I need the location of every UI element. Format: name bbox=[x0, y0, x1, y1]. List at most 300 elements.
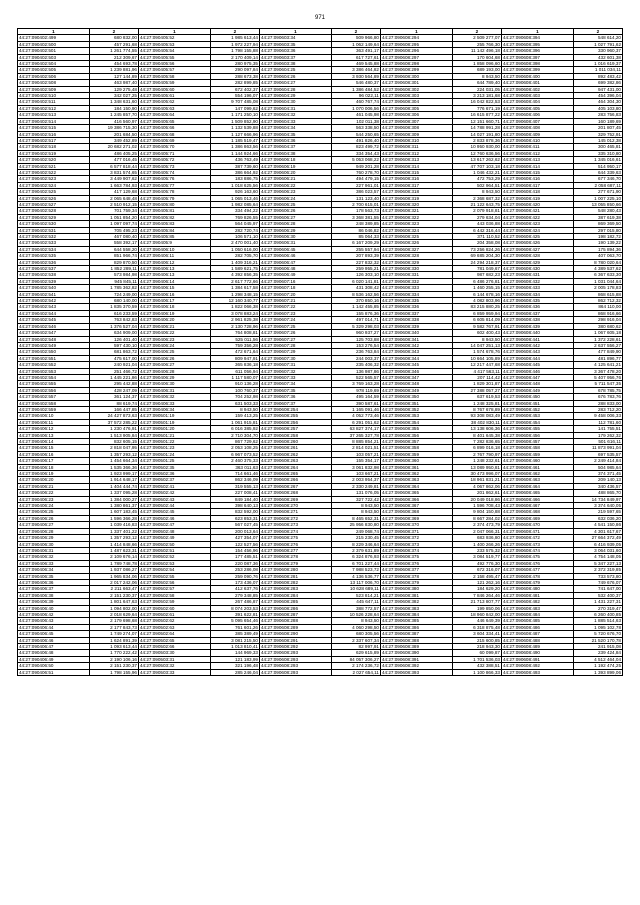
cadastral-value-cell: 678 785,75 bbox=[573, 387, 622, 393]
cadastral-value-cell: 330 960,37 bbox=[573, 48, 622, 54]
cadastral-number-cell: 44:27:090406:19 bbox=[138, 310, 210, 316]
cadastral-value-cell: 868 615,88 bbox=[573, 291, 622, 297]
cadastral-number-cell: 44:27:090608:450 bbox=[501, 394, 573, 400]
cadastral-number-cell: 44:27:090608:459 bbox=[501, 451, 573, 457]
cadastral-number-cell: 44:27:090402:524 bbox=[18, 182, 90, 188]
cadastral-value-cell: 103 057,21 bbox=[331, 451, 380, 457]
cadastral-number-cell: 44:27:090503:30 bbox=[138, 650, 210, 656]
cadastral-number-cell: 44:27:090608:456 bbox=[501, 432, 573, 438]
cadastral-number-cell: 44:27:090606:31 bbox=[259, 240, 331, 246]
cadastral-value-cell: 240 921,04 bbox=[89, 362, 138, 368]
cadastral-number-cell: 44:27:090608:478 bbox=[501, 573, 573, 579]
cadastral-value-cell: 8 943,50 bbox=[331, 509, 380, 515]
cadastral-value-cell: 926 163,60 bbox=[210, 189, 259, 195]
cadastral-value-cell: 253 286,08 bbox=[210, 567, 259, 573]
cadastral-number-cell: 44:27:090608:277 bbox=[259, 547, 331, 553]
cadastral-number-cell: 44:27:090608:474 bbox=[501, 547, 573, 553]
cadastral-number-cell: 44:27:090405:58 bbox=[138, 73, 210, 79]
cadastral-number-cell: 44:27:090608:464 bbox=[501, 483, 573, 489]
cadastral-number-cell: 44:27:090405:83 bbox=[138, 221, 210, 227]
cadastral-value-cell: 6 016 385,92 bbox=[210, 426, 259, 432]
cadastral-value-cell: 6 367 633,30 bbox=[573, 272, 622, 278]
cadastral-value-cell: 495 164,59 bbox=[331, 394, 380, 400]
cadastral-number-cell: 44:27:090608:451 bbox=[501, 400, 573, 406]
cadastral-number-cell: 44:27:090608:417 bbox=[501, 182, 573, 188]
cadastral-value-cell: 1 011 034,11 bbox=[573, 67, 622, 73]
cadastral-value-cell: 3 386 464,82 bbox=[331, 67, 380, 73]
cadastral-value-cell: 215 600,85 bbox=[452, 637, 501, 643]
cadastral-number-cell: 44:27:090402:556 bbox=[18, 387, 90, 393]
cadastral-value-cell: 8 885 854,21 bbox=[331, 439, 380, 445]
cadastral-number-cell: 44:27:090608:333 bbox=[380, 285, 452, 291]
cadastral-value-cell: 602 400,43 bbox=[452, 330, 501, 336]
cadastral-number-cell: 44:27:090608:419 bbox=[501, 195, 573, 201]
cadastral-number-cell: 44:27:090608:423 bbox=[501, 221, 573, 227]
cadastral-number-cell: 44:27:090606:45 bbox=[259, 246, 331, 252]
cadastral-value-cell: 6 899 016,18 bbox=[452, 445, 501, 451]
cadastral-number-cell: 44:27:090607:28 bbox=[259, 342, 331, 348]
cadastral-value-cell: 84 057 306,27 bbox=[331, 656, 380, 662]
cadastral-value-cell: 2 637 556,27 bbox=[573, 342, 622, 348]
cadastral-number-cell: 44:27:090608:257 bbox=[259, 426, 331, 432]
cadastral-number-cell: 44:27:090608:282 bbox=[259, 579, 331, 585]
cadastral-number-cell: 44:27:090402:543 bbox=[18, 304, 90, 310]
cadastral-value-cell: 227 832,32 bbox=[331, 259, 380, 265]
cadastral-number-cell: 44:27:090607:36 bbox=[259, 394, 331, 400]
cadastral-value-cell: 121 183,99 bbox=[210, 656, 259, 662]
cadastral-number-cell: 44:27:090608:263 bbox=[259, 458, 331, 464]
cadastral-number-cell: 44:27:090606:23 bbox=[259, 189, 331, 195]
cadastral-value-cell: 24 427 873,63 bbox=[89, 413, 138, 419]
cadastral-value-cell: 1 835 370,59 bbox=[89, 304, 138, 310]
cadastral-value-cell: 391 622,81 bbox=[210, 611, 259, 617]
cadastral-value-cell: 2 170 409,14 bbox=[210, 54, 259, 60]
cadastral-number-cell: 44:27:090608:421 bbox=[501, 208, 573, 214]
cadastral-number-cell: 44:27:090608:320 bbox=[380, 201, 452, 207]
cadastral-value-cell: 319 555,13 bbox=[210, 483, 259, 489]
cadastral-number-cell: 44:27:090608:378 bbox=[380, 573, 452, 579]
cadastral-number-cell: 44:27:090606:26 bbox=[259, 208, 331, 214]
cadastral-value-cell: 244 003,37 bbox=[331, 355, 380, 361]
cadastral-number-cell: 44:27:090608:386 bbox=[380, 624, 452, 630]
cadastral-number-cell: 44:27:090608:389 bbox=[380, 644, 452, 650]
cadastral-number-cell: 44:27:090608:260 bbox=[259, 439, 331, 445]
cadastral-number-cell: 44:27:090607:30 bbox=[259, 355, 331, 361]
cadastral-number-cell: 44:27:090608:472 bbox=[501, 535, 573, 541]
cadastral-number-cell: 44:27:090405:66 bbox=[138, 125, 210, 131]
cadastral-value-cell: 155 876,36 bbox=[331, 310, 380, 316]
cadastral-value-cell: 2 130 728,96 bbox=[210, 323, 259, 329]
cadastral-value-cell: 1 372 228,61 bbox=[573, 336, 622, 342]
cadastral-value-cell: 122 527,56 bbox=[210, 541, 259, 547]
cadastral-number-cell: 44:27:090501:19 bbox=[138, 419, 210, 425]
cadastral-number-cell: 44:27:090405:79 bbox=[138, 195, 210, 201]
cadastral-value-cell: 155 354,17 bbox=[331, 458, 380, 464]
cadastral-number-cell: 44:27:090405:69 bbox=[138, 137, 210, 143]
cadastral-value-cell: 947 431,00 bbox=[573, 86, 622, 92]
cadastral-value-cell: 6 605 814,09 bbox=[452, 317, 501, 323]
cadastral-value-cell: 170 604,68 bbox=[452, 54, 501, 60]
cadastral-number-cell: 44:27:090608:397 bbox=[501, 54, 573, 60]
cadastral-number-cell: 44:27:090406:30 bbox=[18, 541, 90, 547]
cadastral-number-cell: 44:27:090608:291 bbox=[259, 637, 331, 643]
cadastral-value-cell: 987 682,23 bbox=[452, 272, 501, 278]
cadastral-number-cell: 44:27:090604:32 bbox=[259, 112, 331, 118]
cadastral-number-cell: 44:27:090402:500 bbox=[18, 41, 90, 47]
cadastral-value-cell: 365 836,18 bbox=[210, 362, 259, 368]
cadastral-value-cell: 4 389 537,62 bbox=[573, 266, 622, 272]
cadastral-value-cell: 432 601,38 bbox=[573, 54, 622, 60]
cadastral-value-cell: 851 966,74 bbox=[89, 253, 138, 259]
cadastral-number-cell: 44:27:090608:368 bbox=[380, 509, 452, 515]
cadastral-value-cell: 14 788 991,28 bbox=[452, 125, 501, 131]
cadastral-value-cell: 1 051 854,20 bbox=[89, 214, 138, 220]
cadastral-value-cell: 504 985,64 bbox=[573, 464, 622, 470]
cadastral-value-cell: 147 099,62 bbox=[210, 105, 259, 111]
cadastral-value-cell: 8 943,50 bbox=[452, 73, 501, 79]
cadastral-value-cell: 6 442 316,44 bbox=[452, 227, 501, 233]
cadastral-value-cell: 2 710 304,70 bbox=[210, 432, 259, 438]
cadastral-number-cell: 44:27:090608:354 bbox=[380, 419, 452, 425]
cadastral-value-cell: 374 371,45 bbox=[573, 471, 622, 477]
cadastral-value-cell: 417 129,68 bbox=[89, 189, 138, 195]
cadastral-value-cell: 154 456,96 bbox=[210, 547, 259, 553]
cadastral-value-cell: 491 826,40 bbox=[331, 137, 380, 143]
cadastral-value-cell: 1 386 484,52 bbox=[331, 86, 380, 92]
cadastral-value-cell: 249 068,74 bbox=[331, 528, 380, 534]
cadastral-value-cell: 1 100 866,33 bbox=[452, 669, 501, 675]
cadastral-value-cell: 334 494,22 bbox=[210, 208, 259, 214]
cadastral-number-cell: 44:27:090406:48 bbox=[18, 650, 90, 656]
cadastral-number-cell: 44:27:090608:431 bbox=[501, 272, 573, 278]
cadastral-number-cell: 44:27:090608:458 bbox=[501, 445, 573, 451]
cadastral-number-cell: 44:27:090406:22 bbox=[18, 490, 90, 496]
cadastral-value-cell: 681 863,72 bbox=[89, 349, 138, 355]
cadastral-value-cell: 183 886,75 bbox=[210, 176, 259, 182]
cadastral-number-cell: 44:27:090607:22 bbox=[259, 304, 331, 310]
cadastral-number-cell: 44:27:090604:37 bbox=[259, 144, 331, 150]
cadastral-number-cell: 44:27:090608:268 bbox=[259, 490, 331, 496]
cadastral-value-cell: 200 013,64 bbox=[210, 528, 259, 534]
cadastral-value-cell: 371 110,52 bbox=[452, 234, 501, 240]
cadastral-number-cell: 44:27:090608:359 bbox=[380, 451, 452, 457]
cadastral-number-cell: 44:27:090402:499 bbox=[18, 35, 90, 41]
cadastral-number-cell: 44:27:090406:20 bbox=[18, 477, 90, 483]
cadastral-number-cell: 44:27:090608:312 bbox=[380, 150, 452, 156]
cadastral-number-cell: 44:27:090608:347 bbox=[380, 374, 452, 380]
cadastral-number-cell: 44:27:090502:51 bbox=[138, 547, 210, 553]
cadastral-value-cell: 288 833,00 bbox=[573, 400, 622, 406]
cadastral-number-cell: 44:27:090608:325 bbox=[380, 234, 452, 240]
cadastral-number-cell: 44:27:090608:382 bbox=[380, 599, 452, 605]
cadastral-number-cell: 44:27:090402:513 bbox=[18, 112, 90, 118]
cadastral-value-cell: 2 961 825,38 bbox=[210, 317, 259, 323]
cadastral-number-cell: 44:27:090405:78 bbox=[138, 189, 210, 195]
cadastral-number-cell: 44:27:090406:18 bbox=[138, 304, 210, 310]
cadastral-value-cell: 283 712,20 bbox=[573, 406, 622, 412]
cadastral-number-cell: 44:27:090608:338 bbox=[380, 317, 452, 323]
cadastral-number-cell: 44:27:090406:25 bbox=[18, 509, 90, 515]
cadastral-value-cell: 239 424,84 bbox=[573, 650, 622, 656]
cadastral-number-cell: 44:27:090405:55 bbox=[138, 54, 210, 60]
cadastral-value-cell: 63 827 374,17 bbox=[331, 426, 380, 432]
cadastral-value-cell: 809 947,91 bbox=[210, 355, 259, 361]
cadastral-number-cell: 44:27:090405:52 bbox=[138, 35, 210, 41]
cadastral-number-cell: 44:27:090502:53 bbox=[138, 560, 210, 566]
cadastral-value-cell: 4 754 148,05 bbox=[573, 554, 622, 560]
cadastral-number-cell: 44:27:090608:485 bbox=[501, 618, 573, 624]
column-header: 1 bbox=[501, 29, 573, 35]
cadastral-value-cell: 8 536 162,56 bbox=[331, 291, 380, 297]
cadastral-number-cell: 44:27:090608:379 bbox=[380, 579, 452, 585]
cadastral-value-cell: 3 769 163,28 bbox=[331, 381, 380, 387]
cadastral-number-cell: 44:27:090502:50 bbox=[138, 541, 210, 547]
cadastral-number-cell: 44:27:090607:21 bbox=[259, 298, 331, 304]
cadastral-value-cell: 6 291 051,62 bbox=[331, 419, 380, 425]
cadastral-number-cell: 44:27:090501:21 bbox=[138, 432, 210, 438]
cadastral-value-cell: 329 752,91 bbox=[573, 131, 622, 137]
cadastral-number-cell: 44:27:090608:323 bbox=[380, 221, 452, 227]
cadastral-value-cell: 13 055 850,66 bbox=[573, 201, 622, 207]
cadastral-number-cell: 44:27:090405:65 bbox=[138, 118, 210, 124]
cadastral-number-cell: 44:27:090608:318 bbox=[380, 189, 452, 195]
cadastral-value-cell: 1 185 519,47 bbox=[210, 137, 259, 143]
cadastral-number-cell: 44:27:090406:30 bbox=[138, 381, 210, 387]
cadastral-value-cell: 38 402 830,11 bbox=[452, 419, 501, 425]
cadastral-value-cell: 2 509 277,07 bbox=[452, 35, 501, 41]
cadastral-number-cell: 44:27:090608:370 bbox=[380, 522, 452, 528]
cadastral-number-cell: 44:27:090406:20 bbox=[138, 317, 210, 323]
cadastral-number-cell: 44:27:090606:48 bbox=[259, 266, 331, 272]
cadastral-value-cell: 616 233,59 bbox=[89, 310, 138, 316]
cadastral-value-cell: 2 018 629,64 bbox=[89, 611, 138, 617]
cadastral-number-cell: 44:27:090608:402 bbox=[501, 86, 573, 92]
cadastral-number-cell: 44:27:090402:535 bbox=[18, 253, 90, 259]
cadastral-value-cell: 2 053 108,25 bbox=[210, 445, 259, 451]
cadastral-number-cell: 44:27:090608:447 bbox=[501, 374, 573, 380]
cadastral-number-cell: 44:27:090608:432 bbox=[501, 278, 573, 284]
cadastral-value-cell: 6 020 141,81 bbox=[331, 278, 380, 284]
cadastral-value-cell: 546 480,37 bbox=[331, 80, 380, 86]
cadastral-number-cell: 44:27:090608:462 bbox=[501, 471, 573, 477]
cadastral-value-cell: 131 123,40 bbox=[331, 195, 380, 201]
cadastral-value-cell: 631 503,33 bbox=[210, 400, 259, 406]
cadastral-value-cell: 6 701 227,44 bbox=[331, 560, 380, 566]
column-header: 1 bbox=[259, 29, 331, 35]
cadastral-value-cell: 20 049 018,86 bbox=[452, 496, 501, 502]
cadastral-number-cell: 44:27:090608:355 bbox=[380, 426, 452, 432]
cadastral-number-cell: 44:27:090608:427 bbox=[501, 246, 573, 252]
cadastral-value-cell: 475 617,00 bbox=[89, 355, 138, 361]
cadastral-value-cell: 2 190 106,16 bbox=[89, 656, 138, 662]
cadastral-number-cell: 44:27:090608:375 bbox=[380, 554, 452, 560]
cadastral-value-cell: 460 767,74 bbox=[331, 99, 380, 105]
column-header: 1 bbox=[18, 29, 90, 35]
cadastral-value-cell: 978 119,69 bbox=[331, 387, 380, 393]
cadastral-number-cell: 44:27:090608:403 bbox=[501, 93, 573, 99]
cadastral-value-cell: 255 557,94 bbox=[331, 246, 380, 252]
cadastral-number-cell: 44:27:090608:481 bbox=[501, 592, 573, 598]
cadastral-number-cell: 44:27:090406:47 bbox=[18, 644, 90, 650]
cadastral-value-cell: 644 558,20 bbox=[89, 246, 138, 252]
cadastral-number-cell: 44:27:090608:468 bbox=[501, 509, 573, 515]
cadastral-number-cell: 44:27:090608:361 bbox=[380, 464, 452, 470]
cadastral-value-cell: 564 045,97 bbox=[210, 221, 259, 227]
cadastral-value-cell: 8 943,50 bbox=[452, 189, 501, 195]
cadastral-number-cell: 44:27:090607:25 bbox=[259, 323, 331, 329]
cadastral-number-cell: 44:27:090406:11 bbox=[138, 253, 210, 259]
cadastral-value-cell: 6 859 959,94 bbox=[452, 310, 501, 316]
cadastral-number-cell: 44:27:090608:374 bbox=[380, 547, 452, 553]
cadastral-value-cell: 126 303,10 bbox=[331, 272, 380, 278]
cadastral-value-cell: 1 923 999,17 bbox=[89, 471, 138, 477]
cadastral-value-cell: 198 182,72 bbox=[573, 234, 622, 240]
cadastral-number-cell: 44:27:090402:538 bbox=[18, 272, 90, 278]
cadastral-value-cell: 697 535,57 bbox=[573, 451, 622, 457]
cadastral-number-cell: 44:27:090503:31 bbox=[138, 656, 210, 662]
cadastral-number-cell: 44:27:090607:27 bbox=[259, 336, 331, 342]
cadastral-number-cell: 44:27:090607:16 bbox=[259, 278, 331, 284]
cadastral-value-cell: 501 616,11 bbox=[573, 439, 622, 445]
cadastral-value-cell: 497 014,71 bbox=[331, 317, 380, 323]
cadastral-value-cell: 532 400,37 bbox=[573, 592, 622, 598]
cadastral-number-cell: 44:27:090608:463 bbox=[501, 477, 573, 483]
cadastral-value-cell: 509 966,80 bbox=[331, 35, 380, 41]
table-row bbox=[18, 669, 623, 675]
cadastral-number-cell: 44:27:090608:387 bbox=[380, 631, 452, 637]
cadastral-number-cell: 44:27:090608:376 bbox=[380, 560, 452, 566]
cadastral-value-cell: 617 727,61 bbox=[331, 54, 380, 60]
cadastral-value-cell: 3 064 031,60 bbox=[573, 547, 622, 553]
cadastral-number-cell: 44:27:090608:349 bbox=[380, 387, 452, 393]
cadastral-number-cell: 44:27:090406:44 bbox=[18, 624, 90, 630]
cadastral-number-cell: 44:27:090402:520 bbox=[18, 157, 90, 163]
cadastral-number-cell: 44:27:090402:530 bbox=[18, 221, 90, 227]
cadastral-number-cell: 44:27:090402:509 bbox=[18, 86, 90, 92]
cadastral-number-cell: 44:27:090608:290 bbox=[259, 631, 331, 637]
cadastral-value-cell: 386 664,92 bbox=[210, 169, 259, 175]
cadastral-number-cell: 44:27:090608:441 bbox=[501, 336, 573, 342]
cadastral-number-cell: 44:27:090606:19 bbox=[259, 163, 331, 169]
cadastral-number-cell: 44:27:090402:518 bbox=[18, 144, 90, 150]
cadastral-value-cell: 361 124,37 bbox=[89, 394, 138, 400]
cadastral-number-cell: 44:27:090608:438 bbox=[501, 317, 573, 323]
cadastral-value-cell: 96 022,11 bbox=[331, 93, 380, 99]
cadastral-number-cell: 44:27:090608:357 bbox=[380, 439, 452, 445]
cadastral-number-cell: 44:27:090608:384 bbox=[380, 611, 452, 617]
cadastral-number-cell: 44:27:090606:24 bbox=[259, 195, 331, 201]
cadastral-value-cell: 248 389,85 bbox=[331, 221, 380, 227]
cadastral-value-cell: 573 984,98 bbox=[89, 272, 138, 278]
cadastral-number-cell: 44:27:090608:407 bbox=[501, 118, 573, 124]
cadastral-number-cell: 44:27:090604:27 bbox=[259, 80, 331, 86]
cadastral-number-cell: 44:27:090406:10 bbox=[18, 413, 90, 419]
cadastral-value-cell: 1 095 102,78 bbox=[573, 624, 622, 630]
cadastral-value-cell: 4 136 536,77 bbox=[331, 573, 380, 579]
cadastral-number-cell: 44:27:090406:16 bbox=[18, 451, 90, 457]
cadastral-value-cell: 12 151 660,71 bbox=[452, 118, 501, 124]
cadastral-value-cell: 321 196,48 bbox=[210, 663, 259, 669]
cadastral-value-cell: 1 770 222,42 bbox=[89, 650, 138, 656]
cadastral-number-cell: 44:27:090608:390 bbox=[380, 650, 452, 656]
cadastral-value-cell: 153 276,54 bbox=[331, 342, 380, 348]
cadastral-number-cell: 44:27:090608:341 bbox=[380, 336, 452, 342]
cadastral-number-cell: 44:27:090608:285 bbox=[259, 599, 331, 605]
cadastral-number-cell: 44:27:090606:27 bbox=[259, 214, 331, 220]
cadastral-value-cell: 2 177 843,73 bbox=[89, 624, 138, 630]
cadastral-number-cell: 44:27:090606:46 bbox=[259, 253, 331, 259]
cadastral-number-cell: 44:27:090406:34 bbox=[18, 567, 90, 573]
cadastral-value-cell: 1 414 848,66 bbox=[89, 541, 138, 547]
cadastral-value-cell: 8 465 652,31 bbox=[331, 515, 380, 521]
cadastral-number-cell: 44:27:090608:298 bbox=[380, 61, 452, 67]
cadastral-number-cell: 44:27:090405:59 bbox=[138, 80, 210, 86]
cadastral-number-cell: 44:27:090606:29 bbox=[259, 227, 331, 233]
cadastral-value-cell: 949 201,28 bbox=[331, 163, 380, 169]
cadastral-value-cell: 760 278,70 bbox=[331, 169, 380, 175]
cadastral-number-cell: 44:27:090603:34 bbox=[259, 35, 331, 41]
cadastral-number-cell: 44:27:090402:537 bbox=[18, 266, 90, 272]
cadastral-value-cell: 764 808,81 bbox=[210, 330, 259, 336]
cadastral-number-cell: 44:27:090608:344 bbox=[380, 355, 452, 361]
cadastral-number-cell: 44:27:090406:33 bbox=[138, 400, 210, 406]
cadastral-number-cell: 44:27:090501:25 bbox=[138, 458, 210, 464]
cadastral-value-cell: 3 061 832,98 bbox=[331, 464, 380, 470]
cadastral-value-cell: 30 473 996,07 bbox=[452, 471, 501, 477]
cadastral-number-cell: 44:27:090608:476 bbox=[501, 560, 573, 566]
cadastral-value-cell: 776 671,19 bbox=[452, 105, 501, 111]
cadastral-number-cell: 44:27:090608:488 bbox=[501, 637, 573, 643]
cadastral-number-cell: 44:27:090608:365 bbox=[380, 490, 452, 496]
cadastral-value-cell: 179 262,32 bbox=[573, 432, 622, 438]
cadastral-number-cell: 44:27:090405:74 bbox=[138, 169, 210, 175]
cadastral-number-cell: 44:27:090608:373 bbox=[380, 541, 452, 547]
cadastral-value-cell: 644 339,63 bbox=[573, 169, 622, 175]
cadastral-value-cell: 525 011,56 bbox=[210, 336, 259, 342]
cadastral-number-cell: 44:27:090608:280 bbox=[259, 567, 331, 573]
cadastral-value-cell: 1 061 915,81 bbox=[210, 419, 259, 425]
cadastral-value-cell: 103 667,21 bbox=[331, 471, 380, 477]
cadastral-value-cell: 8 943,50 bbox=[210, 406, 259, 412]
cadastral-value-cell: 6 486 276,81 bbox=[452, 278, 501, 284]
cadastral-value-cell: 464 304,30 bbox=[573, 99, 622, 105]
cadastral-number-cell: 44:27:090608:293 bbox=[259, 656, 331, 662]
cadastral-value-cell: 1 357 293,12 bbox=[89, 535, 138, 541]
cadastral-value-cell: 19 386 715,30 bbox=[89, 125, 138, 131]
cadastral-number-cell: 44:27:090608:340 bbox=[380, 330, 452, 336]
cadastral-number-cell: 44:27:090608:324 bbox=[380, 227, 452, 233]
cadastral-value-cell: 204 358,08 bbox=[452, 240, 501, 246]
cadastral-number-cell: 44:27:090402:521 bbox=[18, 163, 90, 169]
cadastral-value-cell: 1 065 013,46 bbox=[210, 195, 259, 201]
cadastral-value-cell: 689 193,00 bbox=[452, 67, 501, 73]
cadastral-number-cell: 44:27:090608:466 bbox=[501, 496, 573, 502]
cadastral-value-cell: 644 789,40 bbox=[452, 80, 501, 86]
cadastral-number-cell: 44:27:090606:28 bbox=[259, 221, 331, 227]
cadastral-value-cell: 10 526 228,64 bbox=[331, 611, 380, 617]
cadastral-value-cell: 472 753,29 bbox=[452, 176, 501, 182]
cadastral-value-cell: 488 865,70 bbox=[573, 490, 622, 496]
cadastral-value-cell: 16 042 822,53 bbox=[452, 99, 501, 105]
cadastral-value-cell: 2 700 615,01 bbox=[331, 201, 380, 207]
cadastral-value-cell: 125 703,88 bbox=[331, 336, 380, 342]
cadastral-value-cell: 1 487 623,31 bbox=[89, 547, 138, 553]
cadastral-value-cell: 177 485,51 bbox=[210, 554, 259, 560]
cadastral-number-cell: 44:27:090406:13 bbox=[18, 432, 90, 438]
cadastral-value-cell: 1 785 362,82 bbox=[89, 285, 138, 291]
cadastral-value-cell: 431 308,42 bbox=[331, 285, 380, 291]
cadastral-value-cell: 277 671,90 bbox=[573, 189, 622, 195]
